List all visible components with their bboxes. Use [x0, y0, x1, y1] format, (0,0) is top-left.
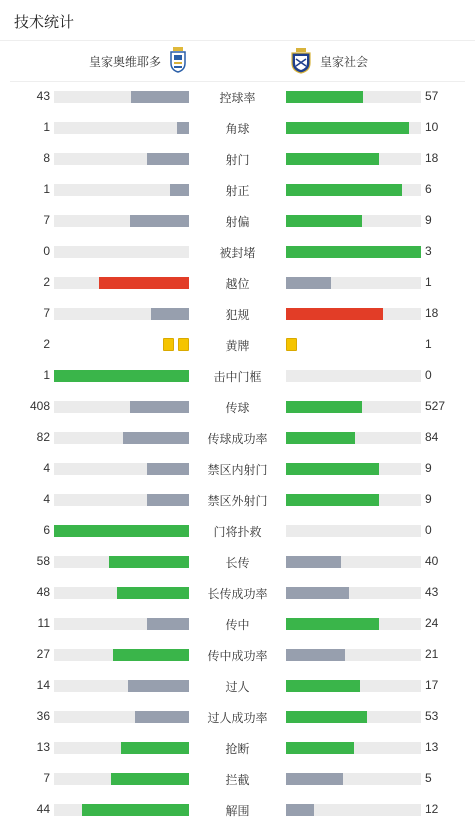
yellow-card-icon	[163, 338, 174, 351]
home-stat-value: 7	[43, 213, 50, 227]
header-title: 技术统计	[14, 14, 75, 31]
away-stat-bar-track	[286, 308, 421, 320]
home-stat-value: 4	[43, 492, 50, 506]
home-stat-bar-track	[54, 773, 189, 785]
stat-label: 过人	[225, 680, 250, 694]
away-stat-value: 24	[425, 616, 439, 630]
away-stat-bar-fill	[286, 556, 341, 568]
away-stat-bar-track	[286, 556, 421, 568]
home-stat-value: 1	[43, 182, 50, 196]
stat-row	[0, 676, 475, 696]
stat-row	[0, 583, 475, 603]
away-stat-bar-fill	[286, 215, 362, 227]
stat-row	[0, 490, 475, 510]
home-stat-bar-fill	[135, 711, 189, 723]
home-stat-value: 7	[43, 771, 50, 785]
stat-label: 传球成功率	[207, 432, 268, 446]
away-stat-value: 10	[425, 120, 439, 134]
stat-row	[0, 707, 475, 727]
stat-label: 拦截	[225, 773, 250, 787]
home-stat-bar-track	[54, 680, 189, 692]
home-stat-bar-fill	[82, 804, 189, 816]
stat-row	[0, 180, 475, 200]
home-stat-bar-track	[54, 804, 189, 816]
away-stat-bar-fill	[286, 463, 379, 475]
stat-row	[0, 800, 475, 820]
stat-row	[0, 304, 475, 324]
away-team-name[interactable]: 皇家社会	[320, 55, 369, 69]
stat-row	[0, 738, 475, 758]
home-stat-bar-track	[54, 494, 189, 506]
away-stat-bar-track	[286, 680, 421, 692]
away-stat-bar-fill	[286, 184, 402, 196]
away-stat-bar-track	[286, 246, 421, 258]
stat-label: 越位	[225, 277, 250, 291]
home-stat-bar-fill	[147, 494, 189, 506]
stat-label: 传中	[225, 618, 250, 632]
away-stat-bar-track	[286, 742, 421, 754]
away-stat-bar-fill	[286, 401, 362, 413]
home-stat-bar-fill	[111, 773, 189, 785]
home-stat-bar-fill	[147, 618, 189, 630]
away-stat-bar-track	[286, 277, 421, 289]
away-stat-bar-fill	[286, 153, 379, 165]
away-stat-bar-fill	[286, 122, 409, 134]
away-stat-value: 3	[425, 244, 432, 258]
home-stat-bar-fill	[121, 742, 189, 754]
stat-label: 禁区内射门	[207, 463, 268, 477]
home-stat-value: 6	[43, 523, 50, 537]
stat-row	[0, 87, 475, 107]
away-stat-value: 18	[425, 151, 439, 165]
home-stat-bar-track	[54, 277, 189, 289]
stat-row	[0, 552, 475, 572]
home-stat-bar-track	[54, 91, 189, 103]
stat-label: 解围	[225, 804, 250, 818]
stat-label: 射偏	[225, 215, 250, 229]
home-stat-bar-track	[54, 122, 189, 134]
stat-row	[0, 645, 475, 665]
home-stat-value: 2	[43, 275, 50, 289]
home-stat-bar-fill	[131, 91, 189, 103]
home-stat-value: 43	[36, 89, 50, 103]
away-stat-bar-fill	[286, 494, 379, 506]
stat-row	[0, 769, 475, 789]
home-team-crest-icon[interactable]	[168, 47, 188, 73]
home-stat-bar-track	[54, 432, 189, 444]
stat-label: 射正	[225, 184, 250, 198]
home-stat-bar-fill	[177, 122, 189, 134]
yellow-card-icon	[286, 338, 297, 351]
stat-row	[0, 366, 475, 386]
away-stat-value: 1	[425, 275, 432, 289]
away-stat-value: 13	[425, 740, 439, 754]
away-stat-value: 527	[425, 399, 446, 413]
away-stat-bar-track	[286, 153, 421, 165]
stat-label: 犯规	[225, 308, 250, 322]
home-stat-bar-track	[54, 742, 189, 754]
header-divider	[0, 40, 475, 41]
away-yellow-cards	[286, 338, 297, 351]
away-stat-bar-fill	[286, 649, 345, 661]
home-stat-value: 48	[36, 585, 50, 599]
home-stat-bar-fill	[117, 587, 189, 599]
stat-row	[0, 428, 475, 448]
home-stat-bar-track	[54, 525, 189, 537]
away-stat-value: 0	[425, 368, 432, 382]
home-stat-bar-track	[54, 246, 189, 258]
away-stat-bar-track	[286, 618, 421, 630]
stat-label: 被封堵	[219, 246, 256, 260]
home-stat-value: 408	[29, 399, 50, 413]
home-stat-value: 82	[36, 430, 50, 444]
away-stat-bar-track	[286, 432, 421, 444]
away-stat-value: 5	[425, 771, 432, 785]
away-stat-bar-track	[286, 649, 421, 661]
home-stat-value: 13	[36, 740, 50, 754]
home-stat-bar-fill	[147, 153, 189, 165]
away-stat-value: 57	[425, 89, 439, 103]
home-stat-bar-fill	[130, 401, 189, 413]
away-stat-value: 53	[425, 709, 439, 723]
home-stat-bar-track	[54, 711, 189, 723]
away-stat-bar-fill	[286, 91, 363, 103]
stat-row	[0, 211, 475, 231]
stat-label: 黄牌	[225, 339, 250, 353]
home-stat-value: 7	[43, 306, 50, 320]
home-stat-bar-track	[54, 587, 189, 599]
stat-label: 射门	[225, 153, 250, 167]
home-stat-bar-track	[54, 618, 189, 630]
stat-row	[0, 614, 475, 634]
away-stat-value: 18	[425, 306, 439, 320]
home-stat-bar-track	[54, 401, 189, 413]
away-stat-bar-track	[286, 494, 421, 506]
away-stat-bar-fill	[286, 711, 367, 723]
away-stat-bar-fill	[286, 246, 421, 258]
away-stat-value: 6	[425, 182, 432, 196]
away-stat-value: 9	[425, 492, 432, 506]
away-stat-bar-fill	[286, 277, 331, 289]
stat-label: 长传成功率	[207, 587, 268, 601]
away-stat-bar-track	[286, 804, 421, 816]
away-stat-value: 17	[425, 678, 439, 692]
away-stat-bar-track	[286, 463, 421, 475]
home-stat-bar-track	[54, 556, 189, 568]
stat-label: 长传	[225, 556, 250, 570]
stat-label: 过人成功率	[207, 711, 268, 725]
home-stat-value: 11	[37, 616, 50, 630]
stat-label: 禁区外射门	[207, 494, 268, 508]
away-stat-value: 1	[425, 337, 432, 351]
home-stat-value: 1	[43, 120, 50, 134]
home-stat-bar-track	[54, 370, 189, 382]
home-stat-value: 36	[36, 709, 50, 723]
stat-label: 传中成功率	[207, 649, 268, 663]
home-team-name[interactable]: 皇家奥维耶多	[88, 55, 161, 69]
away-stat-bar-fill	[286, 773, 343, 785]
stat-row	[0, 521, 475, 541]
away-stat-value: 9	[425, 461, 432, 475]
home-stat-bar-fill	[151, 308, 189, 320]
stat-row	[0, 397, 475, 417]
stat-row	[0, 459, 475, 479]
away-stat-bar-fill	[286, 618, 379, 630]
away-stat-value: 40	[425, 554, 439, 568]
away-stat-bar-track	[286, 370, 421, 382]
home-stat-value: 2	[43, 337, 50, 351]
stat-row	[0, 118, 475, 138]
home-stat-value: 4	[43, 461, 50, 475]
home-stat-bar-fill	[170, 184, 189, 196]
away-stat-bar-track	[286, 184, 421, 196]
stat-row	[0, 242, 475, 262]
stat-label: 控球率	[219, 91, 256, 105]
home-stat-bar-fill	[130, 215, 189, 227]
stat-row	[0, 335, 475, 355]
away-stat-bar-fill	[286, 804, 314, 816]
teams-divider	[10, 81, 465, 82]
home-stat-bar-fill	[54, 525, 189, 537]
stat-label: 传球	[225, 401, 250, 415]
home-stat-bar-fill	[54, 370, 189, 382]
away-stat-value: 43	[425, 585, 439, 599]
home-stat-bar-fill	[147, 463, 189, 475]
home-stat-bar-fill	[128, 680, 189, 692]
home-stat-bar-fill	[109, 556, 189, 568]
home-stat-value: 8	[43, 151, 50, 165]
away-stat-bar-track	[286, 122, 421, 134]
away-stat-value: 12	[425, 802, 439, 816]
home-stat-value: 27	[36, 647, 50, 661]
away-stat-bar-track	[286, 711, 421, 723]
stat-label: 击中门框	[213, 370, 262, 384]
yellow-card-icon	[178, 338, 189, 351]
away-stat-bar-track	[286, 773, 421, 785]
home-stat-bar-fill	[123, 432, 189, 444]
away-stat-bar-track	[286, 91, 421, 103]
home-stat-value: 58	[36, 554, 50, 568]
away-stat-bar-fill	[286, 680, 360, 692]
home-yellow-cards	[163, 338, 189, 351]
stat-label: 门将扑救	[213, 525, 262, 539]
stat-label: 角球	[225, 122, 250, 136]
home-stat-value: 44	[36, 802, 50, 816]
home-stat-bar-track	[54, 463, 189, 475]
away-stat-bar-track	[286, 525, 421, 537]
home-stat-bar-fill	[99, 277, 189, 289]
away-stat-bar-track	[286, 215, 421, 227]
home-stat-bar-track	[54, 153, 189, 165]
away-stat-bar-fill	[286, 742, 354, 754]
away-team-crest-icon[interactable]	[290, 48, 310, 74]
home-stat-bar-track	[54, 215, 189, 227]
home-stat-bar-track	[54, 649, 189, 661]
home-stat-value: 1	[43, 368, 50, 382]
home-stat-bar-track	[54, 184, 189, 196]
away-stat-bar-fill	[286, 432, 355, 444]
stat-row	[0, 149, 475, 169]
home-stat-bar-fill	[113, 649, 189, 661]
home-stat-value: 0	[43, 244, 50, 258]
away-stat-bar-fill	[286, 308, 383, 320]
away-stat-bar-fill	[286, 587, 349, 599]
stat-label: 抢断	[225, 742, 250, 756]
home-stat-value: 14	[36, 678, 50, 692]
away-stat-value: 0	[425, 523, 432, 537]
away-stat-value: 84	[425, 430, 439, 444]
stat-row	[0, 273, 475, 293]
away-stat-bar-track	[286, 587, 421, 599]
away-stat-value: 21	[425, 647, 439, 661]
away-stat-bar-track	[286, 401, 421, 413]
home-stat-bar-track	[54, 308, 189, 320]
away-stat-value: 9	[425, 213, 432, 227]
